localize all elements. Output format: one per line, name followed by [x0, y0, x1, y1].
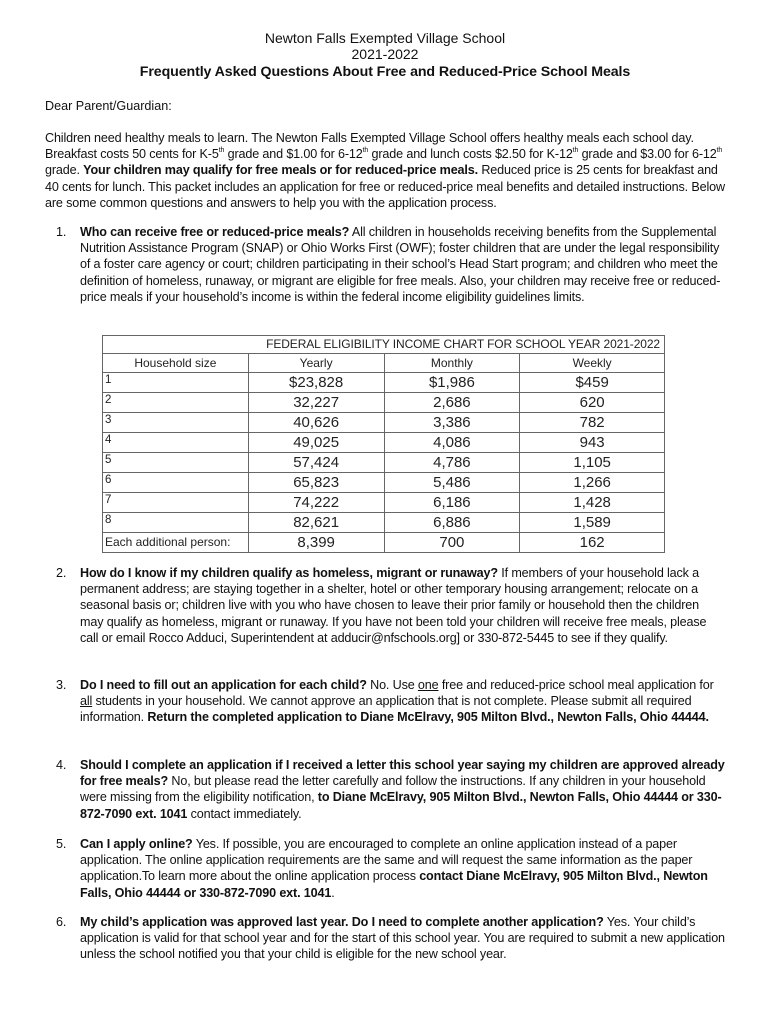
cell-household-size: 7 — [103, 493, 249, 513]
faq-question: Do I need to fill out an application for each child? — [80, 678, 367, 692]
table-caption: FEDERAL ELIGIBILITY INCOME CHART FOR SCHOOL YEAR 2021-2022 — [103, 336, 665, 354]
faq-number: 1. — [56, 225, 67, 239]
faq-answer: No. Use — [366, 678, 418, 692]
faq-item-2 — [45, 565, 725, 646]
ordinal-suffix: th — [218, 147, 225, 155]
faq-question: Can I apply online? — [80, 837, 193, 851]
cell-yearly: 57,424 — [248, 453, 384, 473]
cell-household-size: Each additional person: — [103, 533, 249, 553]
cell-weekly: $459 — [520, 373, 665, 393]
cell-monthly: 4,786 — [384, 453, 520, 473]
cell-household-size: 5 — [103, 453, 249, 473]
faq-answer: Yes. If possible, you are encouraged to complete an online application instead of a paper application. The online application requirements are the same and will request the same information as the paper application.To learn more about the online application process — [80, 837, 693, 884]
cell-yearly: 32,227 — [248, 393, 384, 413]
cell-yearly: 82,621 — [248, 513, 384, 533]
cell-yearly: 74,222 — [248, 493, 384, 513]
cell-yearly: 49,025 — [248, 433, 384, 453]
faq-question: How do I know if my children qualify as homeless, migrant or runaway? — [80, 566, 498, 580]
faq-answer-emphasis: to Diane McElravy, 905 Milton Blvd., Newton Falls, Ohio 44444 or 330-872-7090 ext. 1041 — [80, 790, 722, 821]
faq-number: 2. — [56, 566, 67, 580]
faq-question: Should I complete an application if I received a letter this school year saying my children are approved already for free meals? — [80, 758, 725, 789]
cell-household-size: 1 — [103, 373, 249, 393]
ordinal-suffix: th — [572, 147, 579, 155]
column-header-household-size: Household size — [103, 354, 249, 373]
table-row — [103, 373, 665, 393]
faq-item-6 — [45, 914, 725, 963]
intro-emphasis: Your children may qualify for free meals or for reduced-price meals. — [83, 163, 478, 178]
faq-number: 6. — [56, 915, 67, 929]
cell-yearly: $23,828 — [248, 373, 384, 393]
cell-household-size: 8 — [103, 513, 249, 533]
table-row — [103, 513, 665, 533]
cell-household-size: 3 — [103, 413, 249, 433]
faq-answer: students in your household. We cannot approve an application that is not complete. Please submit all required information. — [80, 694, 692, 725]
table-row — [103, 413, 665, 433]
faq-answer: No, but please read the letter carefully and follow the instructions. If any children in your household were missing from the eligibility notification, — [80, 774, 706, 805]
column-header-weekly: Weekly — [520, 354, 665, 373]
faq-answer-underlined: all — [80, 694, 93, 709]
cell-monthly: $1,986 — [384, 373, 520, 393]
faq-item-3 — [45, 677, 725, 726]
faq-item-4 — [45, 757, 725, 822]
intro-paragraph — [45, 130, 725, 211]
cell-weekly: 162 — [520, 533, 665, 553]
cell-weekly: 1,428 — [520, 493, 665, 513]
faq-answer: contact immediately. — [187, 806, 302, 821]
cell-household-size: 6 — [103, 473, 249, 493]
cell-weekly: 1,266 — [520, 473, 665, 493]
faq-number: 4. — [56, 758, 67, 772]
document-title: Frequently Asked Questions About Free and Reduced-Price School Meals — [139, 64, 631, 80]
intro-text: grade and $1.00 for 6-12 — [224, 147, 363, 162]
table-row — [103, 393, 665, 413]
table-row — [103, 493, 665, 513]
cell-monthly: 6,186 — [384, 493, 520, 513]
faq-answer: Yes. Your child’s application is valid for that school year and for the start of this school year. You are required to submit a new application unless the school notified you that your child is eligible for the new school year. — [80, 915, 725, 962]
faq-item-1 — [45, 224, 725, 305]
faq-answer-emphasis: contact Diane McElravy, 905 Milton Blvd., Newton Falls, Ohio 44444 or 330-872-7090 ext. 1041 — [80, 869, 708, 900]
cell-yearly: 40,626 — [248, 413, 384, 433]
column-header-monthly: Monthly — [384, 354, 520, 373]
faq-question: My child’s application was approved last year. Do I need to complete another application? — [80, 915, 604, 929]
cell-monthly: 2,686 — [384, 393, 520, 413]
table-row — [103, 473, 665, 493]
table-row — [103, 453, 665, 473]
cell-yearly: 8,399 — [248, 533, 384, 553]
cell-weekly: 1,105 — [520, 453, 665, 473]
cell-household-size: 2 — [103, 393, 249, 413]
faq-answer-underlined: one — [417, 678, 439, 692]
faq-answer-emphasis: Return the completed application to Diane McElravy, 905 Milton Blvd., Newton Falls, Ohio 44444. — [147, 710, 709, 725]
cell-monthly: 4,086 — [384, 433, 520, 453]
cell-monthly: 5,486 — [384, 473, 520, 493]
intro-text: grade and $3.00 for 6-12 — [578, 147, 717, 162]
faq-answer: All children in households receiving benefits from the Supplemental Nutrition Assistance Program (SNAP) or Ohio Works First (OWF); foster children that are under the legal responsibility of a foster care agency or court; children participating in their school’s Head Start program; and children who meet the definition of homeless, runaway, or migrant are eligible for free meals. Also, your children may receive free or reduced-price meals if your household’s income is within the federal income eligibility guidelines limits. — [80, 225, 721, 304]
cell-yearly: 65,823 — [248, 473, 384, 493]
column-header-yearly: Yearly — [248, 354, 384, 373]
intro-text: grade and lunch costs $2.50 for K-12 — [368, 147, 573, 162]
faq-answer: . — [331, 885, 335, 900]
intro-text: grade. — [45, 163, 84, 178]
cell-household-size: 4 — [103, 433, 249, 453]
faq-answer: free and reduced-price school meal application for — [438, 678, 714, 692]
cell-weekly: 782 — [520, 413, 665, 433]
faq-number: 5. — [56, 837, 67, 851]
table-row-additional-person — [103, 533, 665, 553]
table-row — [103, 433, 665, 453]
greeting: Dear Parent/Guardian: — [45, 99, 172, 113]
faq-answer: If members of your household lack a permanent address; are staying together in a shelter, hotel or other temporary housing arrangement; relocate on a seasonal basis or; children live with you who have chosen to leave their prior family or household then the children may qualify as homeless, migrant or runaway. If you have not been told your children will receive free meals, please call or email Rocco Adduci, Superintendent at adducir@nfschools.org] or 330-872-5445 to see if they qualify. — [80, 566, 707, 645]
ordinal-suffix: th — [716, 147, 723, 155]
school-name: Newton Falls Exempted Village School — [264, 30, 506, 46]
cell-weekly: 1,589 — [520, 513, 665, 533]
cell-weekly: 620 — [520, 393, 665, 413]
faq-number: 3. — [56, 678, 67, 692]
faq-question: Who can receive free or reduced-price meals? — [80, 225, 350, 239]
cell-monthly: 6,886 — [384, 513, 520, 533]
faq-item-5 — [45, 836, 725, 901]
income-eligibility-table — [102, 335, 665, 553]
cell-monthly: 3,386 — [384, 413, 520, 433]
school-year: 2021-2022 — [351, 46, 419, 62]
cell-monthly: 700 — [384, 533, 520, 553]
ordinal-suffix: th — [362, 147, 369, 155]
cell-weekly: 943 — [520, 433, 665, 453]
intro-text: Reduced price is 25 cents for breakfast and 40 cents for lunch. This packet includes an application for free or reduced-price meal benefits and detailed instructions. Below are some common questions and answers to help you with the application process. — [45, 163, 725, 210]
intro-text: Children need healthy meals to learn. The Newton Falls Exempted Village School offers healthy meals each school day. Breakfast costs 50 cents for K-5 — [45, 131, 694, 162]
